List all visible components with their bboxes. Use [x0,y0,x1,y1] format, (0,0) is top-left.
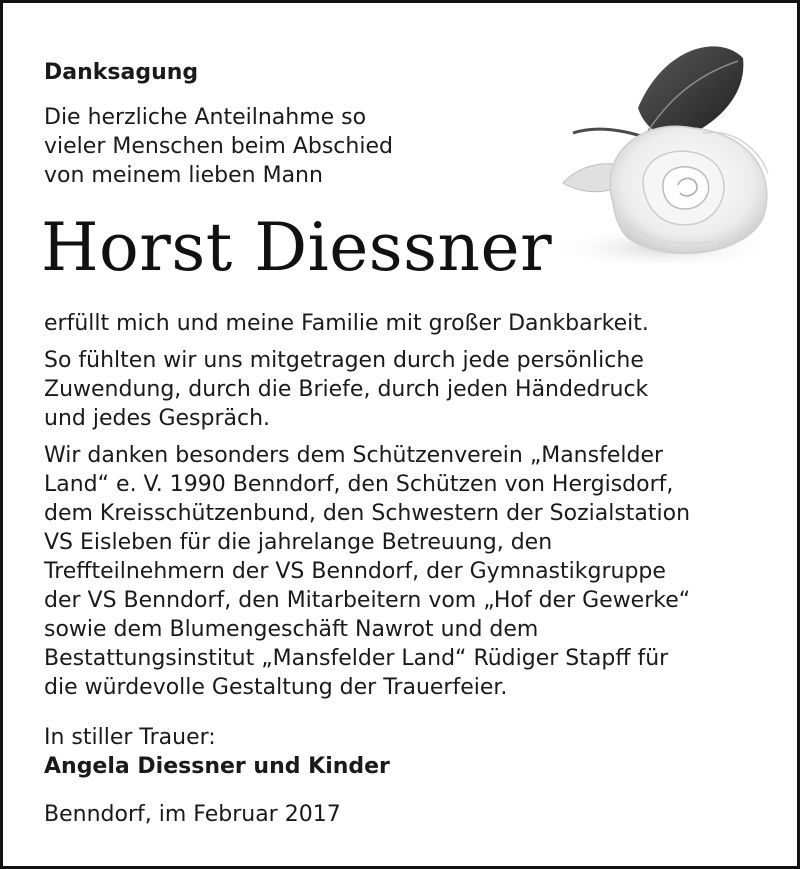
intro-line: von meinem lieben Mann [44,163,323,188]
intro-text [44,103,564,190]
intro-line: Die herzliche Anteilnahme so [44,105,367,130]
text-line: dem Kreisschützenbund, den Schwestern der Sozialstation [44,501,691,526]
text-line: Land“ e. V. 1990 Benndorf, den Schützen von Hergisdorf, [44,472,674,497]
closing-line: In stiller Trauer: [44,725,216,750]
text-line: Treffteilnehmern der VS Benndorf, der Gymnastikgruppe [44,559,666,584]
notice-body [44,309,764,710]
paragraph [44,309,764,338]
closing-block [44,723,390,781]
notice-heading: Danksagung [44,60,199,85]
text-line: Wir danken besonders dem Schützenverein „Mansfelder [44,443,664,468]
text-line: der VS Benndorf, den Mitarbeitern vom „Hof der Gewerke“ [44,588,691,613]
text-line: Bestattungsinstitut „Mansfelder Land“ Rüdiger Stapff für [44,646,669,671]
text-line: sowie dem Blumengeschäft Nawrot und dem [44,617,539,642]
text-line: die würdevolle Gestaltung der Trauerfeier. [44,675,508,700]
text-line: So fühlten wir uns mitgetragen durch jede persönliche [44,348,644,373]
paragraph [44,441,764,702]
text-line: Zuwendung, durch die Briefe, durch jeden Händedruck [44,377,649,402]
place-date: Benndorf, im Februar 2017 [44,802,341,827]
text-line: erfüllt mich und meine Familie mit großer Dankbarkeit. [44,311,649,336]
intro-line: vieler Menschen beim Abschied [44,134,393,159]
text-line: und jedes Gespräch. [44,406,271,431]
white-rose-icon [543,33,793,278]
signer-name: Angela Diessner und Kinder [44,754,390,779]
text-line: VS Eisleben für die jahrelange Betreuung, den [44,530,553,555]
deceased-name: Horst Diessner [41,209,553,286]
paragraph [44,346,764,433]
